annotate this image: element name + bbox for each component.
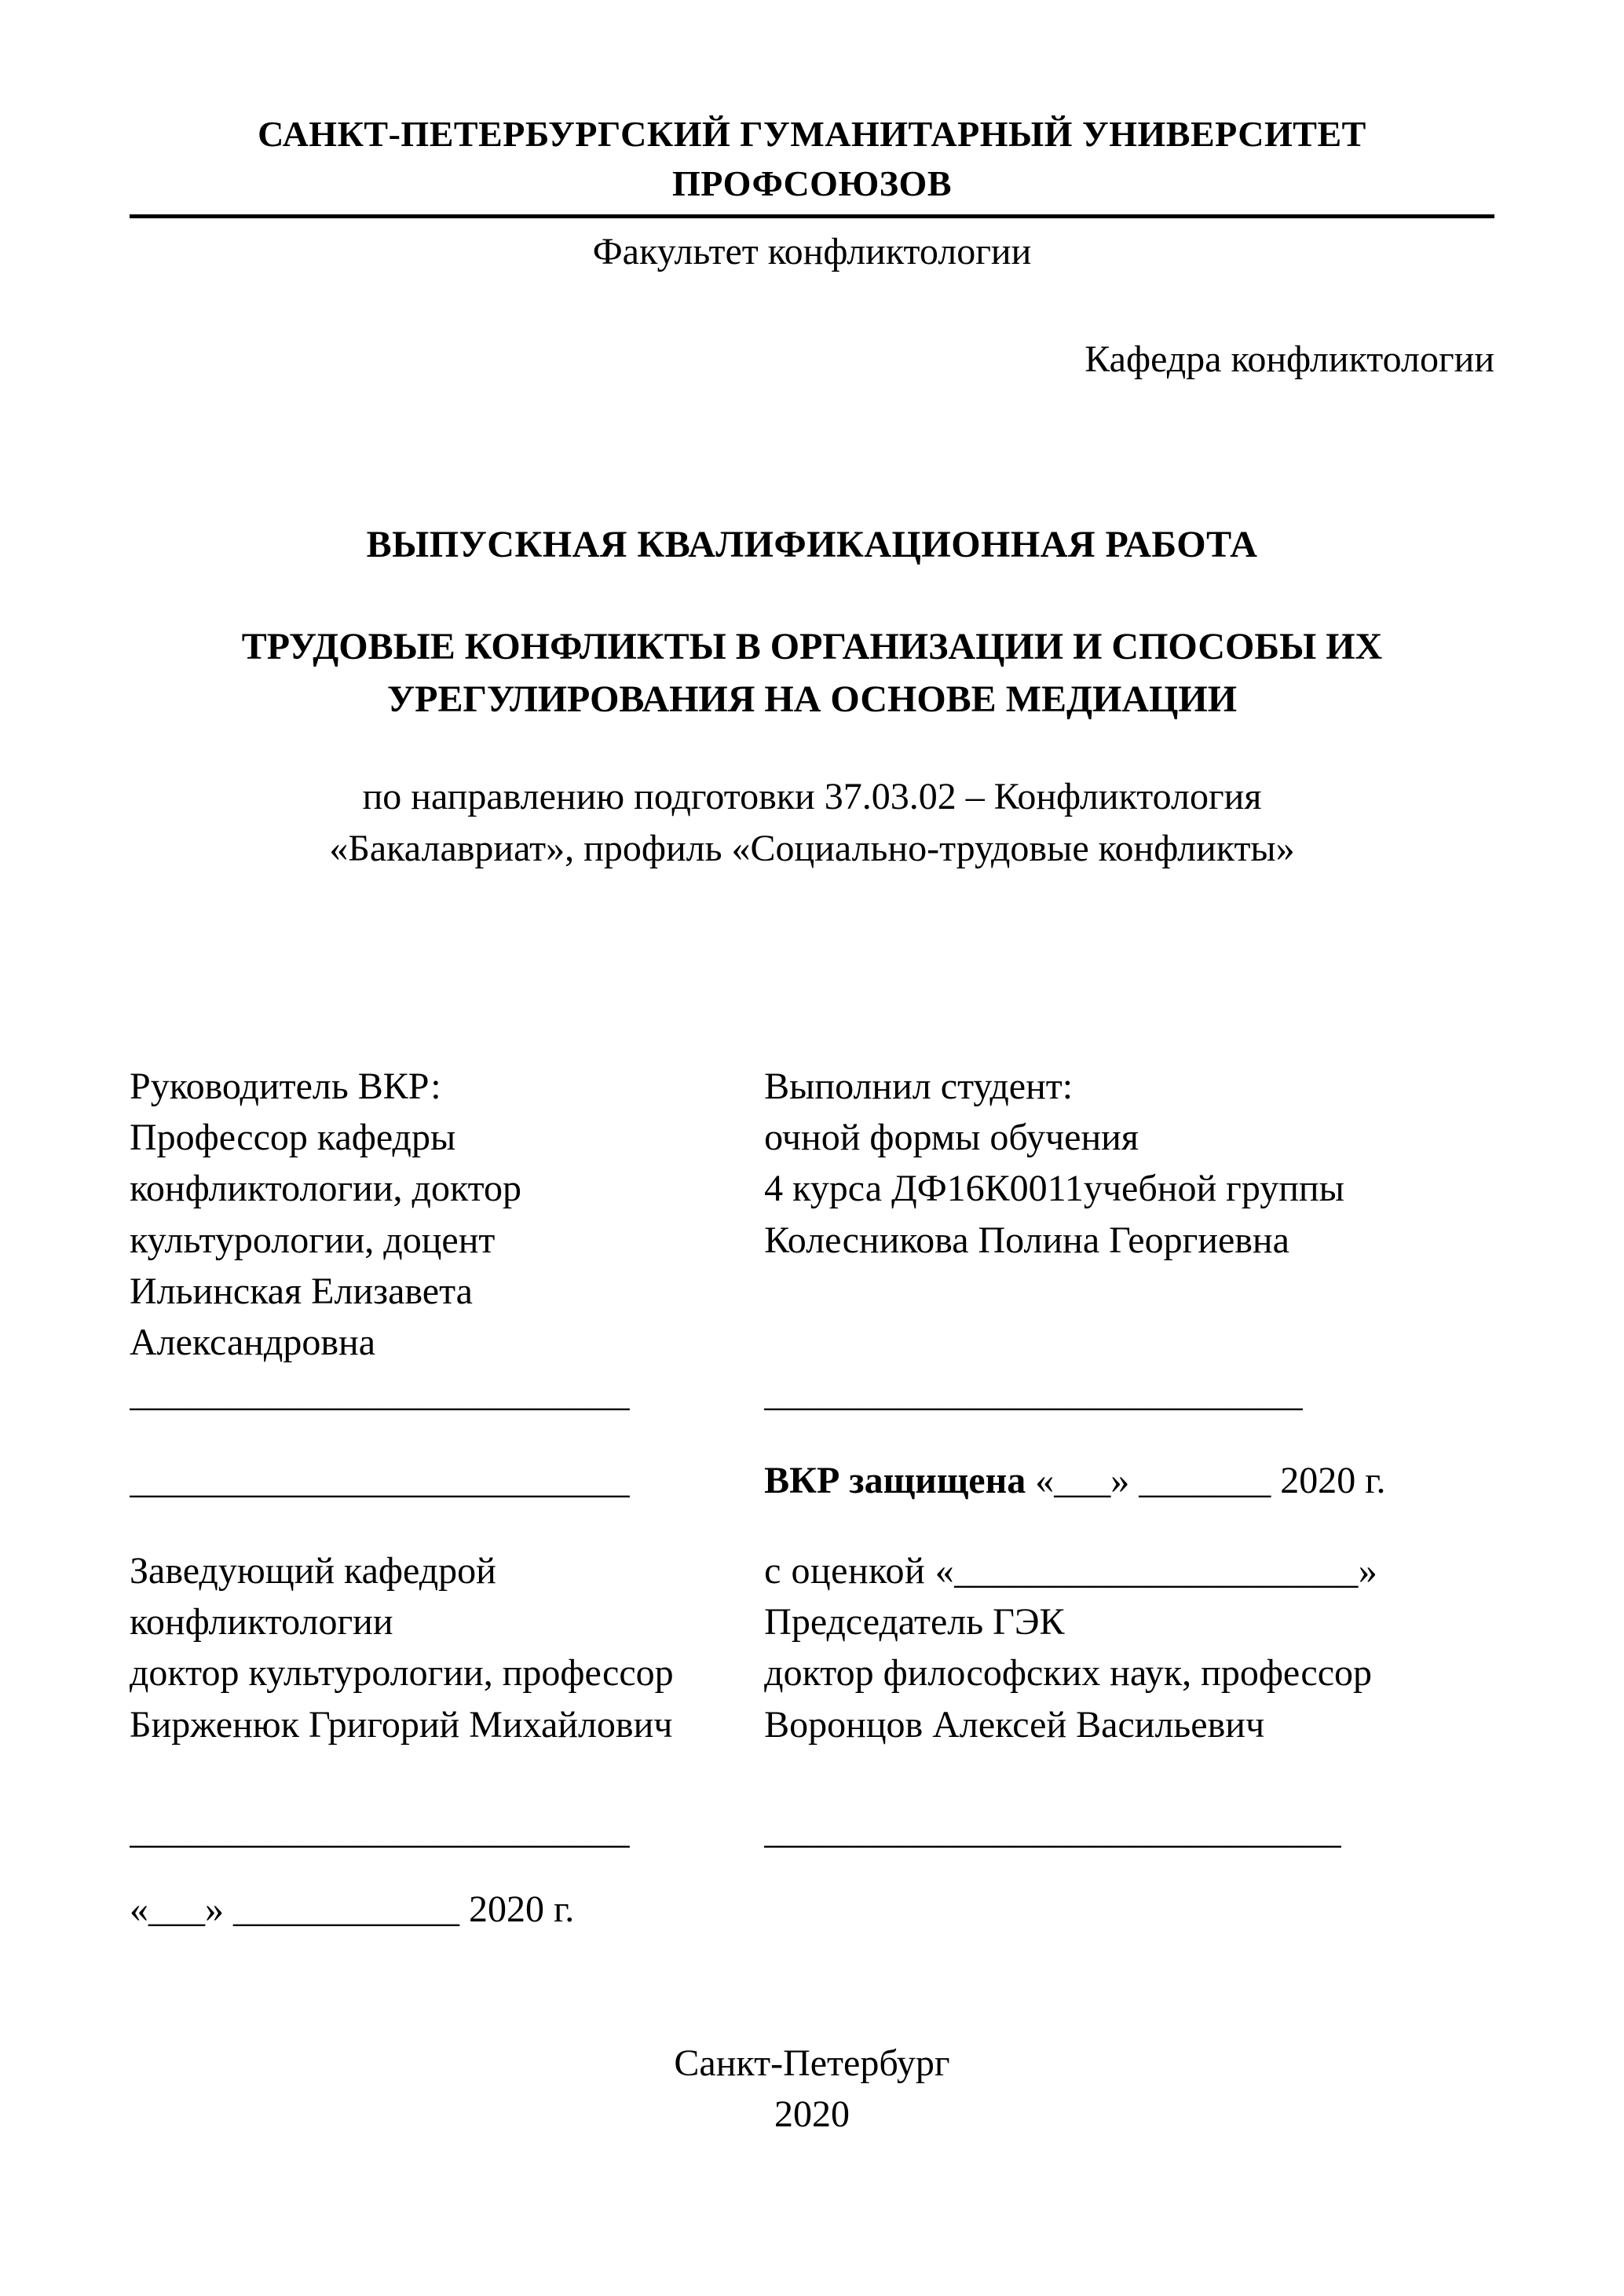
supervisor-line: конфликтологии, доктор xyxy=(130,1168,521,1210)
student-signature-line: ____________________________ xyxy=(764,1373,1304,1415)
head-signature-line: __________________________ xyxy=(130,1809,630,1852)
university-name: САНКТ-ПЕТЕРБУРГСКИЙ ГУМАНИТАРНЫЙ УНИВЕРСИТЕТ ПРОФСОЮЗОВ xyxy=(130,110,1494,218)
degree-direction: по направлению подготовки 37.03.02 – Конфликтология xyxy=(362,776,1262,818)
thesis-title: ТРУДОВЫЕ КОНФЛИКТЫ В ОРГАНИЗАЦИИ И СПОСОБЫ ИХ УРЕГУЛИРОВАНИЯ НА ОСНОВЕ МЕДИАЦИИ xyxy=(241,625,1383,721)
head-of-department-block xyxy=(130,1545,764,1750)
head-line: доктор культурологии, профессор xyxy=(130,1652,674,1695)
supervisor-line: Профессор кафедры xyxy=(130,1117,456,1159)
supervisor-label: Руководитель ВКР: xyxy=(130,1065,441,1107)
supervisor-signature-line: __________________________ xyxy=(130,1373,630,1415)
supervisor-block xyxy=(130,1061,764,1369)
head-line: конфликтологии xyxy=(130,1601,393,1643)
student-line: очной формы обучения xyxy=(764,1117,1139,1159)
head-date-line: «___» ____________ 2020 г. xyxy=(130,1888,575,1931)
gek-chair-block xyxy=(764,1545,1494,1750)
grade-line: с оценкой «_____________________» xyxy=(764,1549,1378,1592)
supervisor-line: Ильинская Елизавета xyxy=(130,1270,473,1312)
gek-line: доктор философских наук, профессор xyxy=(764,1652,1373,1695)
city: Санкт-Петербург xyxy=(674,2042,950,2084)
year: 2020 xyxy=(774,2093,850,2135)
student-block xyxy=(764,1061,1494,1369)
student-line: 4 курса ДФ16К0011учебной группы xyxy=(764,1168,1344,1210)
supervisor-signature-line-2: __________________________ xyxy=(130,1459,630,1501)
department-name: Кафедра конфликтологии xyxy=(1084,338,1494,381)
faculty-name: Факультет конфликтологии xyxy=(592,231,1032,273)
gek-signature-line: ______________________________ xyxy=(764,1809,1342,1852)
gek-line: Воронцов Алексей Васильевич xyxy=(764,1703,1265,1746)
student-line: Колесникова Полина Георгиевна xyxy=(764,1219,1289,1261)
head-line: Бирженюк Григорий Михайлович xyxy=(130,1703,673,1746)
empty-cell xyxy=(764,1884,1494,1935)
degree-profile: «Бакалавриат», профиль «Социально-трудовые конфликты» xyxy=(329,827,1295,869)
work-type-heading: ВЫПУСКНАЯ КВАЛИФИКАЦИОННАЯ РАБОТА xyxy=(366,523,1258,565)
defense-status-label: ВКР защищена xyxy=(764,1459,1026,1501)
supervisor-line: Александровна xyxy=(130,1322,376,1364)
head-line: Заведующий кафедрой xyxy=(130,1549,496,1592)
defense-status xyxy=(764,1455,1494,1506)
student-label: Выполнил студент: xyxy=(764,1065,1074,1107)
gek-line: Председатель ГЭК xyxy=(764,1601,1065,1643)
signature-columns xyxy=(130,1061,1494,1936)
supervisor-line: культурологии, доцент xyxy=(130,1219,496,1261)
defense-status-rest: «___» _______ 2020 г. xyxy=(1026,1459,1386,1501)
